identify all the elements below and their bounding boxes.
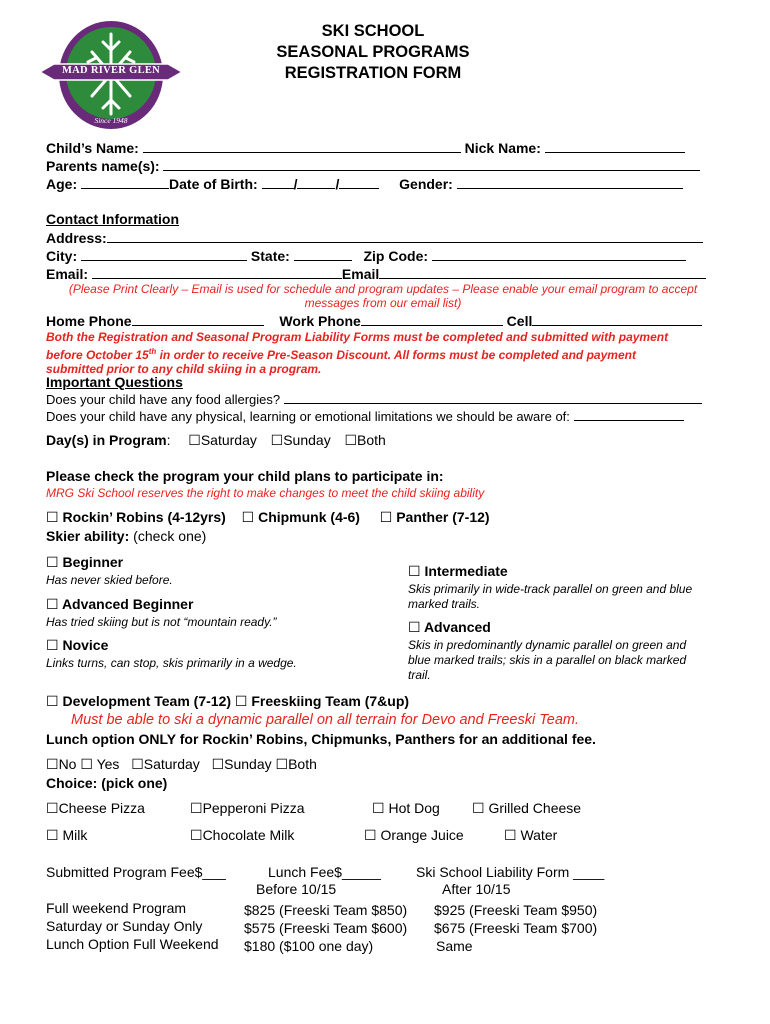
mad-river-glen-logo — [40, 20, 182, 130]
level-intermediate-desc — [408, 582, 692, 612]
fee-row-before: $575 (Freeski Team $600) — [244, 920, 408, 936]
gender-field[interactable] — [457, 175, 683, 189]
address-label: Address: — [46, 230, 107, 246]
warning-line-3: submitted prior to any child skiing in a program. — [46, 362, 322, 376]
parents-name-field[interactable] — [163, 157, 700, 171]
nick-name-label: Nick Name: — [464, 140, 541, 156]
skier-ability-label: Skier ability: — [46, 528, 130, 544]
days-colon: : — [166, 432, 171, 448]
zip-field[interactable] — [432, 247, 686, 261]
drink-option-chocolate-milk[interactable] — [190, 827, 294, 844]
logo-since: Since 1948 — [94, 116, 128, 125]
days-row — [46, 432, 386, 449]
title-line-1: SKI SCHOOL — [321, 22, 425, 40]
day-option-label: Sunday — [283, 432, 331, 448]
team-option-freeskiing[interactable] — [235, 693, 409, 709]
checkbox-icon: ☐ — [364, 828, 377, 844]
food-option-hot-dog[interactable] — [372, 800, 440, 817]
home-phone-label: Home Phone — [46, 313, 132, 329]
checkbox-icon: ☐ — [408, 620, 421, 636]
level-intermediate-desc-line-1: Skis primarily in wide-track parallel on green and blue — [408, 582, 693, 596]
warning-line-2-pre: before October 15 — [46, 347, 149, 362]
lunch-yes-option[interactable] — [80, 756, 119, 772]
food-allergy-question: Does your child have any food allergies? — [46, 392, 281, 407]
child-name-row — [46, 139, 685, 156]
drink-option-milk[interactable] — [46, 827, 87, 844]
drink-option-orange-juice[interactable] — [364, 827, 464, 844]
checkbox-icon: ☐ — [80, 757, 93, 773]
gender-label: Gender: — [399, 176, 453, 192]
fee-row-after: Same — [436, 938, 473, 954]
after-date-header: After 10/15 — [442, 881, 511, 897]
lunch-yes-label: Yes — [96, 756, 120, 772]
address-row — [46, 229, 703, 246]
state-field[interactable] — [294, 247, 352, 261]
home-phone-field[interactable] — [132, 312, 264, 326]
checkbox-icon: ☐ — [234, 694, 248, 710]
teams-row — [46, 693, 409, 710]
city-field[interactable] — [81, 247, 247, 261]
days-label: Day(s) in Program — [46, 432, 167, 448]
checkbox-icon: ☐ — [344, 433, 358, 449]
lunch-day-both[interactable] — [276, 756, 317, 772]
city-label: City: — [46, 248, 78, 264]
before-date-header: Before 10/15 — [256, 881, 337, 897]
food-option-label: Pepperoni Pizza — [202, 800, 305, 816]
warning-line-2-sup: th — [148, 346, 157, 356]
warning-line-1: Both the Registration and Seasonal Program Liability Forms must be completed and submitted with payment — [46, 330, 669, 344]
age-label: Age: — [46, 176, 78, 192]
lunch-choice-label: Choice: (pick one) — [46, 775, 168, 791]
checkbox-icon: ☐ — [190, 801, 203, 817]
fee-row-label: Full weekend Program — [46, 900, 187, 916]
fee-row-before: $180 ($100 one day) — [244, 938, 374, 954]
food-option-pepperoni-pizza[interactable] — [190, 800, 305, 817]
level-novice-desc: Links turns, can stop, skis primarily in a wedge. — [46, 656, 297, 670]
checkbox-icon: ☐ — [46, 828, 59, 844]
day-option-sunday[interactable] — [271, 432, 331, 448]
lunch-day-label: Sunday — [224, 756, 272, 772]
checkbox-icon: ☐ — [504, 828, 517, 844]
checkbox-icon: ☐ — [408, 564, 421, 580]
program-option-chipmunk[interactable] — [242, 509, 360, 525]
program-options-row — [46, 509, 490, 526]
lunch-no-label: No — [58, 756, 77, 772]
program-option-label: Panther (7-12) — [396, 509, 490, 525]
food-option-label: Grilled Cheese — [488, 800, 582, 816]
nick-name-field[interactable] — [545, 139, 685, 153]
dob-separator: / — [293, 176, 298, 192]
checkbox-icon: ☐ — [46, 638, 59, 654]
level-intermediate[interactable] — [408, 563, 508, 580]
contact-heading: Contact Information — [46, 211, 179, 227]
email-field-1[interactable] — [92, 265, 342, 279]
skier-ability-row — [46, 528, 206, 544]
drink-option-water[interactable] — [504, 827, 557, 844]
dob-label: Date of Birth: — [169, 176, 258, 192]
email-row — [46, 265, 706, 282]
checkbox-icon: ☐ — [131, 757, 144, 773]
food-allergy-field[interactable] — [284, 390, 702, 404]
level-beginner-desc: Has never skied before. — [46, 573, 173, 587]
dob-year-field[interactable] — [339, 175, 379, 189]
drink-option-label: Water — [520, 827, 558, 843]
dob-day-field[interactable] — [297, 175, 335, 189]
checkbox-icon: ☐ — [46, 757, 59, 773]
discount-warning — [46, 330, 668, 377]
checkbox-icon: ☐ — [275, 757, 289, 773]
team-option-development[interactable] — [46, 693, 231, 709]
email-label-1: Email: — [46, 266, 89, 282]
fee-row-label: Lunch Option Full Weekend — [46, 936, 219, 952]
age-row — [46, 175, 683, 192]
level-advanced-desc-line-1: Skis in predominantly dynamic parallel on green and — [408, 638, 687, 652]
cell-label: Cell — [506, 313, 533, 329]
cell-field[interactable] — [532, 312, 702, 326]
day-option-both[interactable] — [344, 432, 385, 448]
work-phone-label: Work Phone — [279, 313, 361, 329]
checkbox-icon: ☐ — [472, 801, 485, 817]
dob-separator: / — [335, 176, 340, 192]
address-field[interactable] — [107, 229, 703, 243]
email-field-2[interactable] — [379, 265, 706, 279]
parents-row — [46, 157, 700, 174]
day-option-label: Saturday — [200, 432, 257, 448]
checkbox-icon: ☐ — [241, 510, 255, 526]
checkbox-icon: ☐ — [46, 597, 59, 613]
checkbox-icon: ☐ — [372, 801, 385, 817]
lunch-fee: Lunch Fee$_____ — [268, 864, 381, 880]
email-note-line-1: (Please Print Clearly – Email is used for schedule and program updates – Please enable your email program to accept — [68, 282, 698, 296]
program-option-label: Chipmunk (4-6) — [258, 509, 360, 525]
limitations-field[interactable] — [574, 407, 684, 421]
drink-option-label: Orange Juice — [380, 827, 464, 843]
checkbox-icon: ☐ — [379, 510, 393, 526]
drink-option-label: Milk — [62, 827, 88, 843]
program-note: MRG Ski School reserves the right to make changes to meet the child skiing ability — [46, 486, 485, 500]
lunch-yesno-row — [46, 756, 317, 773]
submitted-program-fee: Submitted Program Fee$___ — [46, 864, 226, 880]
lunch-no-option[interactable] — [46, 756, 76, 772]
level-advanced[interactable] — [408, 619, 491, 636]
food-option-grilled-cheese[interactable] — [472, 800, 581, 817]
drink-option-label: Chocolate Milk — [202, 827, 295, 843]
level-intermediate-desc-line-2: marked trails. — [408, 597, 481, 611]
lunch-heading: Lunch option ONLY for Rockin’ Robins, Chipmunks, Panthers for an additional fee. — [46, 731, 596, 747]
checkbox-icon: ☐ — [190, 828, 203, 844]
work-phone-field[interactable] — [361, 312, 503, 326]
limitations-row — [46, 407, 684, 424]
liability-form: Ski School Liability Form ____ — [416, 864, 605, 880]
lunch-day-label: Saturday — [143, 756, 200, 772]
fee-row-label: Saturday or Sunday Only — [46, 918, 203, 934]
checkbox-icon: ☐ — [188, 433, 201, 449]
fee-row-before: $825 (Freeski Team $850) — [244, 902, 408, 918]
level-label: Intermediate — [424, 563, 508, 579]
level-advanced-desc-line-2: blue marked trails; skis in a parallel on black marked — [408, 653, 687, 667]
logo-name: MAD RIVER GLEN — [61, 65, 161, 76]
program-heading: Please check the program your child plans to participate in: — [46, 468, 444, 484]
program-option-label: Rockin’ Robins (4-12yrs) — [62, 509, 226, 525]
fee-row-after: $925 (Freeski Team $950) — [434, 902, 598, 918]
form-title — [228, 21, 518, 84]
food-option-label: Hot Dog — [388, 800, 440, 816]
email-note — [46, 282, 720, 310]
checkbox-icon: ☐ — [46, 694, 59, 710]
program-option-rockin-robins[interactable] — [46, 509, 226, 525]
state-label: State: — [250, 248, 290, 264]
checkbox-icon: ☐ — [46, 801, 59, 817]
age-field[interactable] — [81, 175, 169, 189]
title-line-2: SEASONAL PROGRAMS — [276, 43, 470, 61]
level-label: Beginner — [62, 554, 124, 570]
team-option-label: Freeskiing Team (7&up) — [251, 693, 410, 709]
email-note-line-2: messages from our email list) — [304, 296, 462, 310]
email-label-2: Email — [341, 266, 380, 282]
level-label: Novice — [62, 637, 109, 653]
level-label: Advanced — [423, 619, 491, 635]
level-advanced-beginner[interactable] — [46, 596, 193, 613]
level-beginner[interactable] — [46, 554, 123, 571]
food-option-cheese-pizza[interactable] — [46, 800, 145, 817]
warning-line-2 — [46, 345, 668, 363]
dob-month-field[interactable] — [262, 175, 294, 189]
food-allergy-row — [46, 390, 702, 407]
level-label: Advanced Beginner — [61, 596, 194, 612]
day-option-label: Both — [357, 432, 386, 448]
city-row — [46, 247, 686, 264]
fee-row-after: $675 (Freeski Team $700) — [434, 920, 598, 936]
checkbox-icon: ☐ — [46, 510, 59, 526]
title-line-3: REGISTRATION FORM — [284, 64, 462, 82]
team-requirement-note: Must be able to ski a dynamic parallel on all terrain for Devo and Freeski Team. — [71, 712, 580, 728]
level-advanced-desc — [408, 638, 686, 683]
child-name-label: Child’s Name: — [46, 140, 139, 156]
child-name-field[interactable] — [143, 139, 461, 153]
parents-name-label: Parents name(s): — [46, 158, 160, 174]
checkbox-icon: ☐ — [211, 757, 225, 773]
lunch-day-label: Both — [288, 756, 317, 772]
warning-line-2-post: in order to receive Pre-Season Discount. All forms must be completed and payment — [156, 347, 636, 362]
zip-label: Zip Code: — [363, 248, 429, 264]
limitations-question: Does your child have any physical, learning or emotional limitations we should be aware of: — [46, 409, 570, 424]
lunch-day-saturday[interactable] — [131, 756, 200, 772]
day-option-saturday[interactable] — [188, 432, 257, 448]
level-advanced-desc-line-3: trail. — [408, 668, 431, 682]
team-option-label: Development Team (7-12) — [62, 693, 232, 709]
checkbox-icon: ☐ — [270, 433, 284, 449]
program-option-panther[interactable] — [380, 509, 490, 525]
checkbox-icon: ☐ — [46, 555, 59, 571]
level-advanced-beginner-desc: Has tried skiing but is not “mountain ready.” — [46, 615, 277, 629]
phone-row — [46, 312, 702, 329]
level-novice[interactable] — [46, 637, 108, 654]
lunch-day-sunday[interactable] — [212, 756, 272, 772]
questions-heading: Important Questions — [46, 374, 183, 390]
food-option-label: Cheese Pizza — [58, 800, 145, 816]
skier-ability-hint: (check one) — [129, 528, 207, 544]
